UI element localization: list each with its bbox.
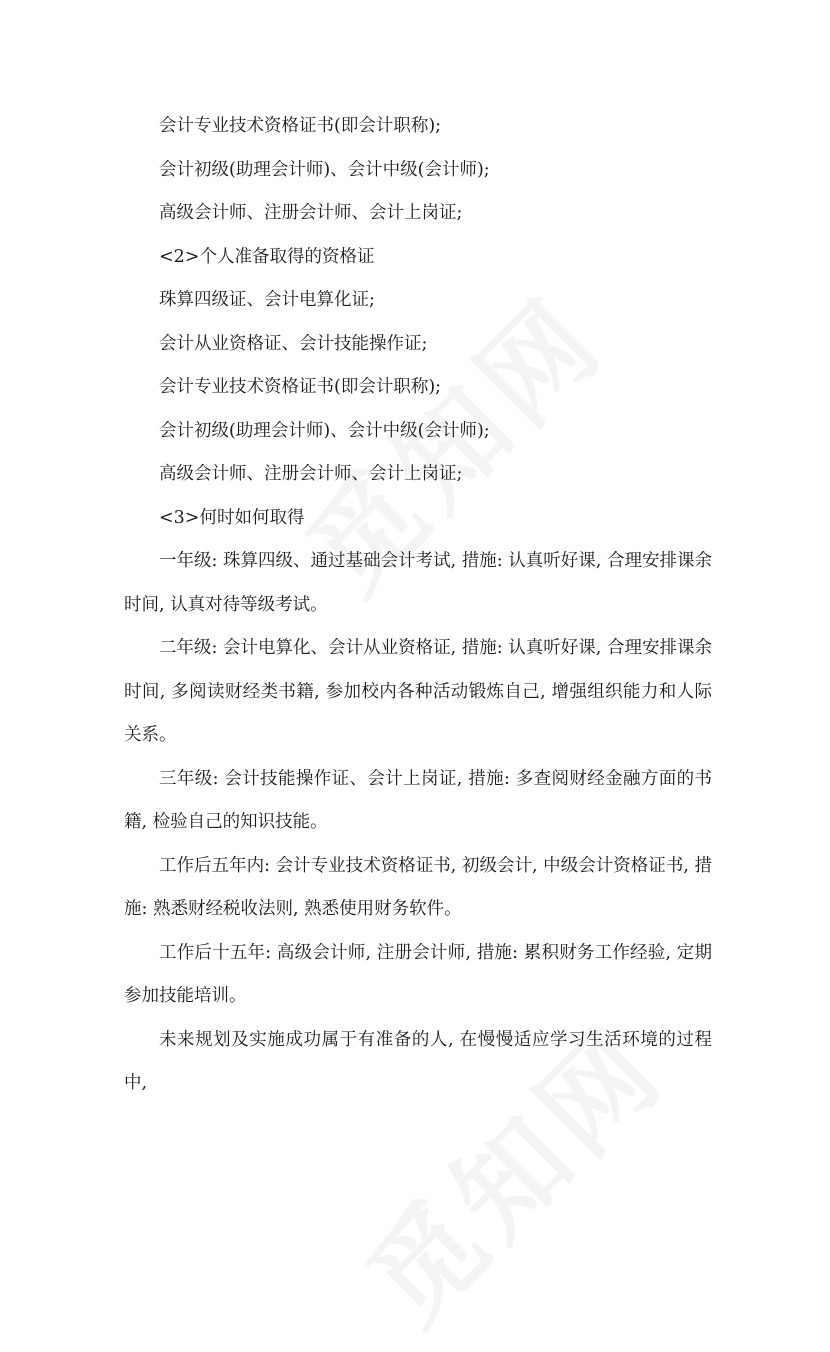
section-heading: <3>何时如何取得 bbox=[159, 507, 305, 528]
section-heading: <2>个人准备取得的资格证 bbox=[159, 246, 375, 267]
text-line: 高级会计师、注册会计师、会计上岗证; bbox=[159, 464, 463, 484]
paragraph-fifteen-years: 工作后十五年: 高级会计师, 注册会计师, 措施: 累积财务工作经验, 定期参加技能培训。 bbox=[124, 942, 712, 1006]
text-line: 会计专业技术资格证书(即会计职称); bbox=[159, 116, 442, 136]
paragraph-year-one: 一年级: 珠算四级、通过基础会计考试, 措施: 认真听好课, 合理安排课余时间, 认真对待等级考试。 bbox=[124, 551, 712, 615]
paragraph-conclusion: 未来规划及实施成功属于有准备的人, 在慢慢适应学习生活环境的过程中, bbox=[124, 1029, 712, 1093]
text-line: 会计初级(助理会计师)、会计中级(会计师); bbox=[159, 420, 490, 441]
text-line: 会计从业资格证、会计技能操作证; bbox=[159, 333, 428, 354]
text-line: 会计专业技术资格证书(即会计职称); bbox=[159, 377, 442, 397]
paragraph-year-three: 三年级: 会计技能操作证、会计上岗证, 措施: 多查阅财经金融方面的书籍, 检验自己的知识技能。 bbox=[124, 768, 712, 832]
document-body bbox=[124, 105, 712, 1106]
paragraph-year-two: 二年级: 会计电算化、会计从业资格证, 措施: 认真听好课, 合理安排课余时间, 多阅读财经类书籍, 参加校内各种活动锻炼自己, 增强组织能力和人际关系。 bbox=[124, 638, 712, 745]
paragraph-five-years: 工作后五年内: 会计专业技术资格证书, 初级会计, 中级会计资格证书, 措施: 熟悉财经税收法则, 熟悉使用财务软件。 bbox=[124, 855, 712, 919]
text-line: 会计初级(助理会计师)、会计中级(会计师); bbox=[159, 159, 490, 180]
text-line: 珠算四级证、会计电算化证; bbox=[159, 290, 375, 310]
text-line: 高级会计师、注册会计师、会计上岗证; bbox=[159, 203, 463, 223]
